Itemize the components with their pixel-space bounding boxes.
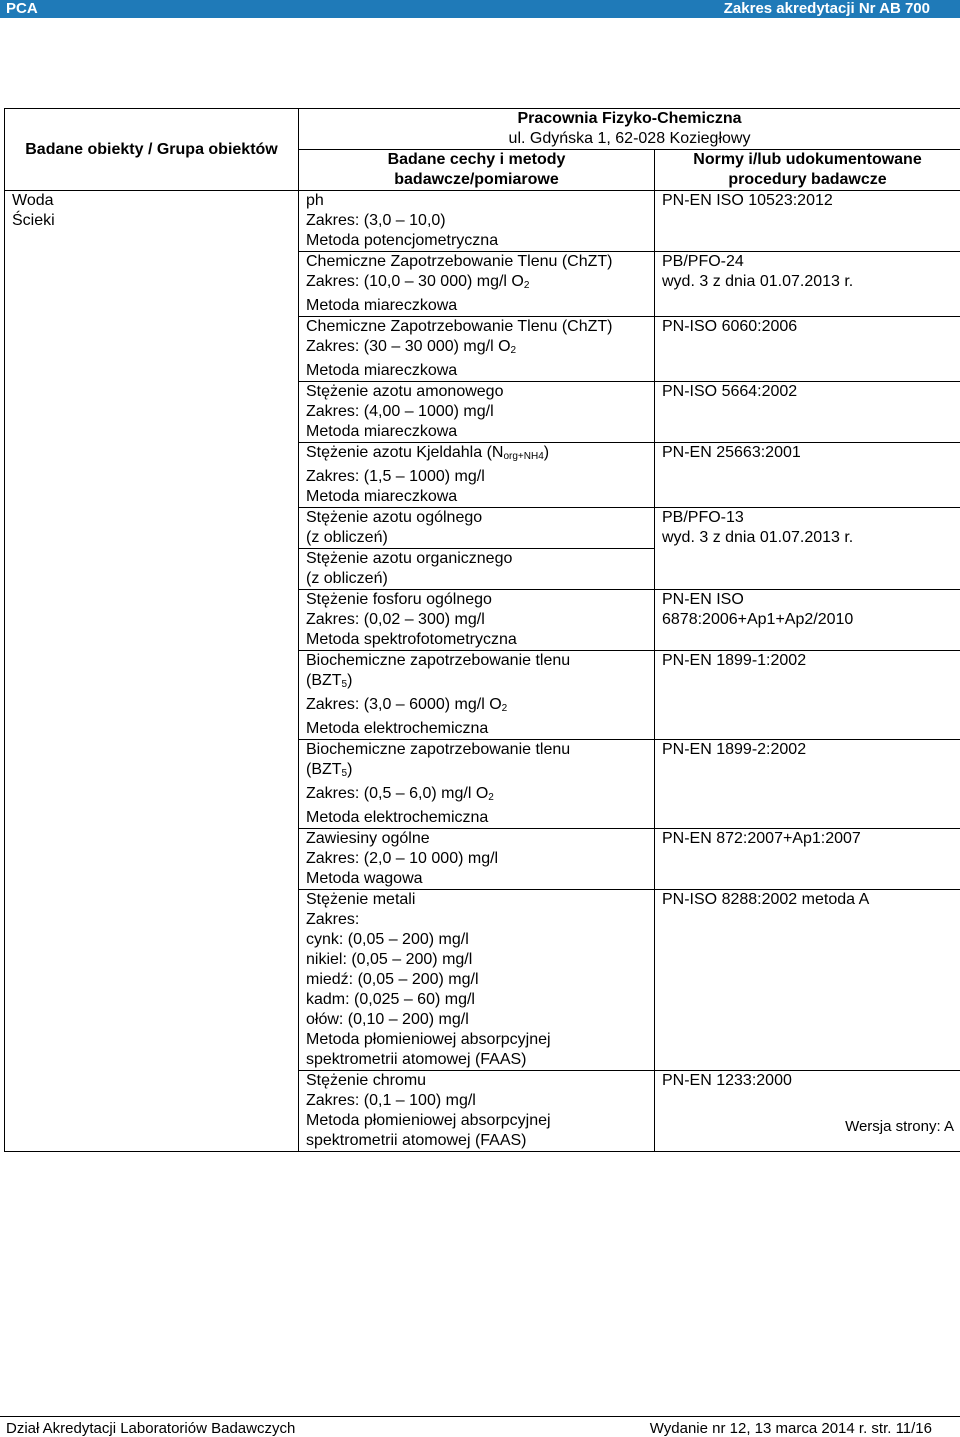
feature-line [306, 695, 654, 719]
feature-text: Stężenie azotu ogólnego [306, 509, 482, 526]
norm-line: PN-EN 25663:2001 [662, 443, 960, 463]
norm-line: PB/PFO-13 [662, 508, 960, 528]
features-column-header-line1: Badane cechy i metody [299, 150, 654, 170]
feature-line [306, 1111, 654, 1131]
accreditation-table [4, 108, 960, 1152]
feature-text: spektrometrii atomowej (FAAS) [306, 1051, 527, 1068]
feature-line [306, 443, 654, 467]
feature-cell [299, 651, 655, 740]
norm-line: PN-ISO 6060:2006 [662, 317, 960, 337]
feature-text: Metoda miareczkowa [306, 423, 457, 440]
norm-line: PN-EN 1899-1:2002 [662, 651, 960, 671]
subscript: org+NH4 [503, 451, 543, 462]
feature-line [306, 272, 654, 296]
header-left: PCA [6, 0, 38, 18]
feature-line [306, 869, 654, 889]
feature-text: Zakres: (3,0 – 6000) mg/l O [306, 696, 502, 713]
footer-left: Dział Akredytacji Laboratoriów Badawczych [6, 1420, 295, 1437]
objects-cell [5, 191, 299, 1152]
feature-text: (BZT [306, 761, 342, 778]
feature-line [306, 231, 654, 251]
norm-cell [655, 317, 960, 382]
norm-line: wyd. 3 z dnia 01.07.2013 r. [662, 528, 960, 548]
norm-cell [655, 191, 960, 252]
norm-line: PN-ISO 8288:2002 metoda A [662, 890, 960, 910]
feature-line [306, 740, 654, 760]
feature-line [306, 191, 654, 211]
feature-text: Metoda miareczkowa [306, 488, 457, 505]
feature-text: ) [347, 761, 352, 778]
subscript: 2 [524, 280, 530, 291]
subscript: 2 [488, 792, 494, 803]
feature-line [306, 910, 654, 930]
feature-text: (z obliczeń) [306, 570, 388, 587]
object-name: Ścieki [12, 211, 298, 231]
feature-line [306, 402, 654, 422]
norm-cell [655, 890, 960, 1071]
norm-cell [655, 443, 960, 508]
feature-line [306, 549, 654, 569]
feature-line [306, 1050, 654, 1070]
norm-cell [655, 590, 960, 651]
feature-text: Stężenie chromu [306, 1072, 426, 1089]
features-header-cell [299, 150, 655, 191]
lab-name: Pracownia Fizyko-Chemiczna [299, 109, 960, 129]
feature-cell [299, 508, 655, 549]
feature-text: Metoda elektrochemiczna [306, 809, 488, 826]
feature-text: Zakres: (0,5 – 6,0) mg/l O [306, 785, 488, 802]
feature-text: Biochemiczne zapotrzebowanie tlenu [306, 652, 570, 669]
feature-text: Zakres: (10,0 – 30 000) mg/l O [306, 273, 524, 290]
feature-line [306, 487, 654, 507]
feature-line [306, 1131, 654, 1151]
norm-cell [655, 252, 960, 317]
feature-cell [299, 740, 655, 829]
feature-text: (BZT [306, 672, 342, 689]
feature-text: Zakres: [306, 911, 359, 928]
feature-cell [299, 890, 655, 1071]
feature-text: miedź: (0,05 – 200) mg/l [306, 971, 479, 988]
feature-line [306, 829, 654, 849]
feature-line [306, 808, 654, 828]
feature-text: Zakres: (0,1 – 100) mg/l [306, 1092, 476, 1109]
norm-line: wyd. 3 z dnia 01.07.2013 r. [662, 272, 960, 292]
footer-right: Wydanie nr 12, 13 marca 2014 r. str. 11/16 [650, 1420, 932, 1437]
feature-line [306, 508, 654, 528]
norm-line: PN-EN 872:2007+Ap1:2007 [662, 829, 960, 849]
feature-text: Metoda elektrochemiczna [306, 720, 488, 737]
feature-text: Metoda płomieniowej absorpcyjnej [306, 1031, 551, 1048]
feature-line [306, 569, 654, 589]
feature-cell [299, 549, 655, 590]
norm-cell [655, 1071, 960, 1152]
page-version: Wersja strony: A [845, 1118, 954, 1135]
feature-text: spektrometrii atomowej (FAAS) [306, 1132, 527, 1149]
norm-line: PN-ISO 5664:2002 [662, 382, 960, 402]
features-column-header-line2: badawcze/pomiarowe [299, 170, 654, 190]
feature-line [306, 1071, 654, 1091]
footer [0, 1416, 960, 1417]
feature-text: Stężenie fosforu ogólnego [306, 591, 492, 608]
subscript: 2 [511, 345, 517, 356]
feature-line [306, 1091, 654, 1111]
feature-cell [299, 191, 655, 252]
norm-cell [655, 829, 960, 890]
feature-text: ołów: (0,10 – 200) mg/l [306, 1011, 469, 1028]
feature-text: Metoda potencjometryczna [306, 232, 498, 249]
feature-text: nikiel: (0,05 – 200) mg/l [306, 951, 472, 968]
feature-line [306, 849, 654, 869]
feature-cell [299, 443, 655, 508]
feature-cell [299, 317, 655, 382]
objects-column-header: Badane obiekty / Grupa obiektów [25, 141, 278, 158]
feature-text: (z obliczeń) [306, 529, 388, 546]
feature-text: Stężenie azotu organicznego [306, 550, 512, 567]
norms-column-header-line2: procedury badawcze [655, 170, 960, 190]
feature-line [306, 1030, 654, 1050]
feature-line [306, 422, 654, 442]
feature-text: cynk: (0,05 – 200) mg/l [306, 931, 469, 948]
feature-text: Metoda płomieniowej absorpcyjnej [306, 1112, 551, 1129]
feature-text: Metoda spektrofotometryczna [306, 631, 517, 648]
top-header-bar [0, 0, 960, 18]
feature-line [306, 252, 654, 272]
feature-line [306, 296, 654, 316]
lab-header-row [5, 109, 960, 150]
feature-text: Stężenie azotu Kjeldahla (N [306, 444, 503, 461]
feature-line [306, 651, 654, 671]
feature-line [306, 671, 654, 695]
feature-text: kadm: (0,025 – 60) mg/l [306, 991, 475, 1008]
feature-line [306, 337, 654, 361]
feature-line [306, 590, 654, 610]
norm-cell [655, 740, 960, 829]
feature-line [306, 361, 654, 381]
feature-text: Metoda miareczkowa [306, 362, 457, 379]
table-row [5, 191, 960, 252]
norms-header-cell [655, 150, 960, 191]
feature-text: Zakres: (2,0 – 10 000) mg/l [306, 850, 498, 867]
norm-line: PN-EN ISO 10523:2012 [662, 191, 960, 211]
objects-header-cell [5, 109, 299, 191]
norm-line: PN-EN 1233:2000 [662, 1071, 960, 1091]
feature-text: Stężenie azotu amonowego [306, 383, 503, 400]
feature-line [306, 1010, 654, 1030]
feature-text: Zakres: (1,5 – 1000) mg/l [306, 468, 485, 485]
object-name: Woda [12, 191, 298, 211]
subscript: 5 [342, 768, 348, 779]
feature-line [306, 950, 654, 970]
feature-line [306, 930, 654, 950]
feature-text: Zakres: (4,00 – 1000) mg/l [306, 403, 494, 420]
feature-text: Zakres: (30 – 30 000) mg/l O [306, 338, 511, 355]
feature-text: Chemiczne Zapotrzebowanie Tlenu (ChZT) [306, 318, 613, 335]
feature-line [306, 317, 654, 337]
feature-line [306, 528, 654, 548]
norm-line: 6878:2006+Ap1+Ap2/2010 [662, 610, 960, 630]
feature-line [306, 760, 654, 784]
feature-line [306, 382, 654, 402]
feature-text: Biochemiczne zapotrzebowanie tlenu [306, 741, 570, 758]
feature-text: ) [544, 444, 549, 461]
norms-column-header-line1: Normy i/lub udokumentowane [655, 150, 960, 170]
lab-cell [299, 109, 960, 150]
feature-line [306, 990, 654, 1010]
feature-line [306, 610, 654, 630]
feature-text: Chemiczne Zapotrzebowanie Tlenu (ChZT) [306, 253, 613, 270]
lab-address: ul. Gdyńska 1, 62-028 Koziegłowy [299, 129, 960, 149]
feature-text: Stężenie metali [306, 891, 415, 908]
feature-text: Metoda miareczkowa [306, 297, 457, 314]
norm-cell [655, 508, 960, 590]
feature-cell [299, 829, 655, 890]
feature-cell [299, 590, 655, 651]
feature-text: ) [347, 672, 352, 689]
feature-text: Metoda wagowa [306, 870, 423, 887]
feature-line [306, 890, 654, 910]
feature-cell [299, 1071, 655, 1152]
feature-line [306, 630, 654, 650]
feature-text: Zakres: (0,02 – 300) mg/l [306, 611, 485, 628]
feature-line [306, 211, 654, 231]
feature-cell [299, 252, 655, 317]
norm-line: PN-EN ISO [662, 590, 960, 610]
norm-line: PN-EN 1899-2:2002 [662, 740, 960, 760]
feature-text: ph [306, 192, 324, 209]
feature-cell [299, 382, 655, 443]
norm-cell [655, 651, 960, 740]
feature-line [306, 719, 654, 739]
feature-line [306, 784, 654, 808]
feature-text: Zawiesiny ogólne [306, 830, 430, 847]
subscript: 5 [342, 679, 348, 690]
header-right: Zakres akredytacji Nr AB 700 [724, 0, 930, 18]
feature-text: Zakres: (3,0 – 10,0) [306, 212, 446, 229]
feature-line [306, 970, 654, 990]
feature-line [306, 467, 654, 487]
norm-line: PB/PFO-24 [662, 252, 960, 272]
norm-cell [655, 382, 960, 443]
subscript: 2 [502, 703, 508, 714]
